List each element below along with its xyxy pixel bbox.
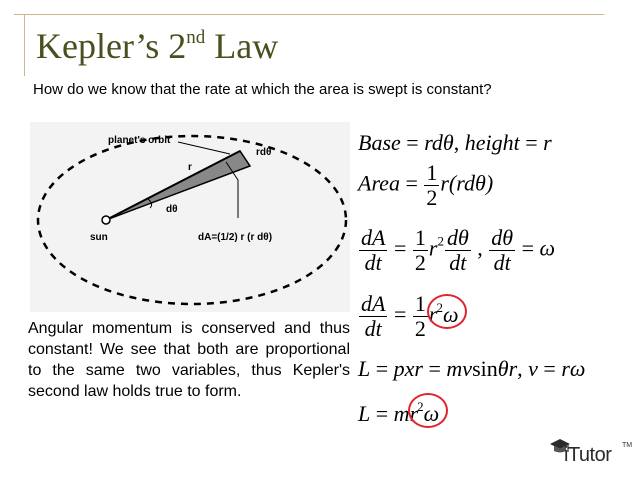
slide-title: Kepler’s 2nd Law bbox=[36, 26, 279, 66]
logo-text: iTutor bbox=[564, 444, 612, 466]
equation-l-mr2-omega: $L = mr^2\omega$ bbox=[358, 393, 448, 428]
r-label: r bbox=[188, 162, 192, 173]
da-label: dA=(1/2) r (r dθ) bbox=[198, 232, 273, 243]
sun-label: sun bbox=[90, 232, 108, 243]
orbit-label: planet's orbit bbox=[108, 135, 171, 146]
question-text: How do we know that the rate at which the area is swept is constant? bbox=[33, 81, 492, 98]
orbit-pointer bbox=[178, 142, 230, 154]
orbit-ellipse bbox=[38, 136, 346, 304]
orbit-diagram bbox=[30, 122, 350, 312]
sun-symbol bbox=[102, 216, 110, 224]
logo-trademark: TM bbox=[622, 442, 633, 449]
r-squared-omega-circle: $^2$ω bbox=[427, 294, 467, 329]
equation-angular-momentum: L = pxr = mvsinθr, v = rω bbox=[358, 356, 586, 381]
explanation-paragraph: Angular momentum is conserved and thus constant! We see that both are proportional to the same two variables, thus Kepler's second law holds true to form. bbox=[28, 320, 350, 400]
equation-base-height: Base = rdθ, height = r bbox=[358, 130, 552, 155]
frame-left-line bbox=[24, 14, 25, 76]
equation-area: Area = $\frac{1}{2}$ r(rdθ) bbox=[358, 160, 494, 210]
equation-da-dt: $\frac{dA}{dt}$ = $\frac{1}{2}$ $r^2$ $\frac{d\theta}{dt}$ , $\frac{d\theta}{dt}$ = ω bbox=[361, 225, 556, 275]
equation-da-dt-omega: $\frac{dA}{dt}$ = $\frac{1}{2}$ $r^2\omega$ bbox=[358, 292, 467, 341]
frame-top-line bbox=[14, 14, 604, 15]
r-squared-omega-circle-2: $^2$ω bbox=[408, 393, 448, 428]
itutor-logo bbox=[548, 436, 633, 470]
dtheta-label: dθ bbox=[166, 204, 178, 215]
rdtheta-label: rdθ bbox=[256, 147, 272, 158]
